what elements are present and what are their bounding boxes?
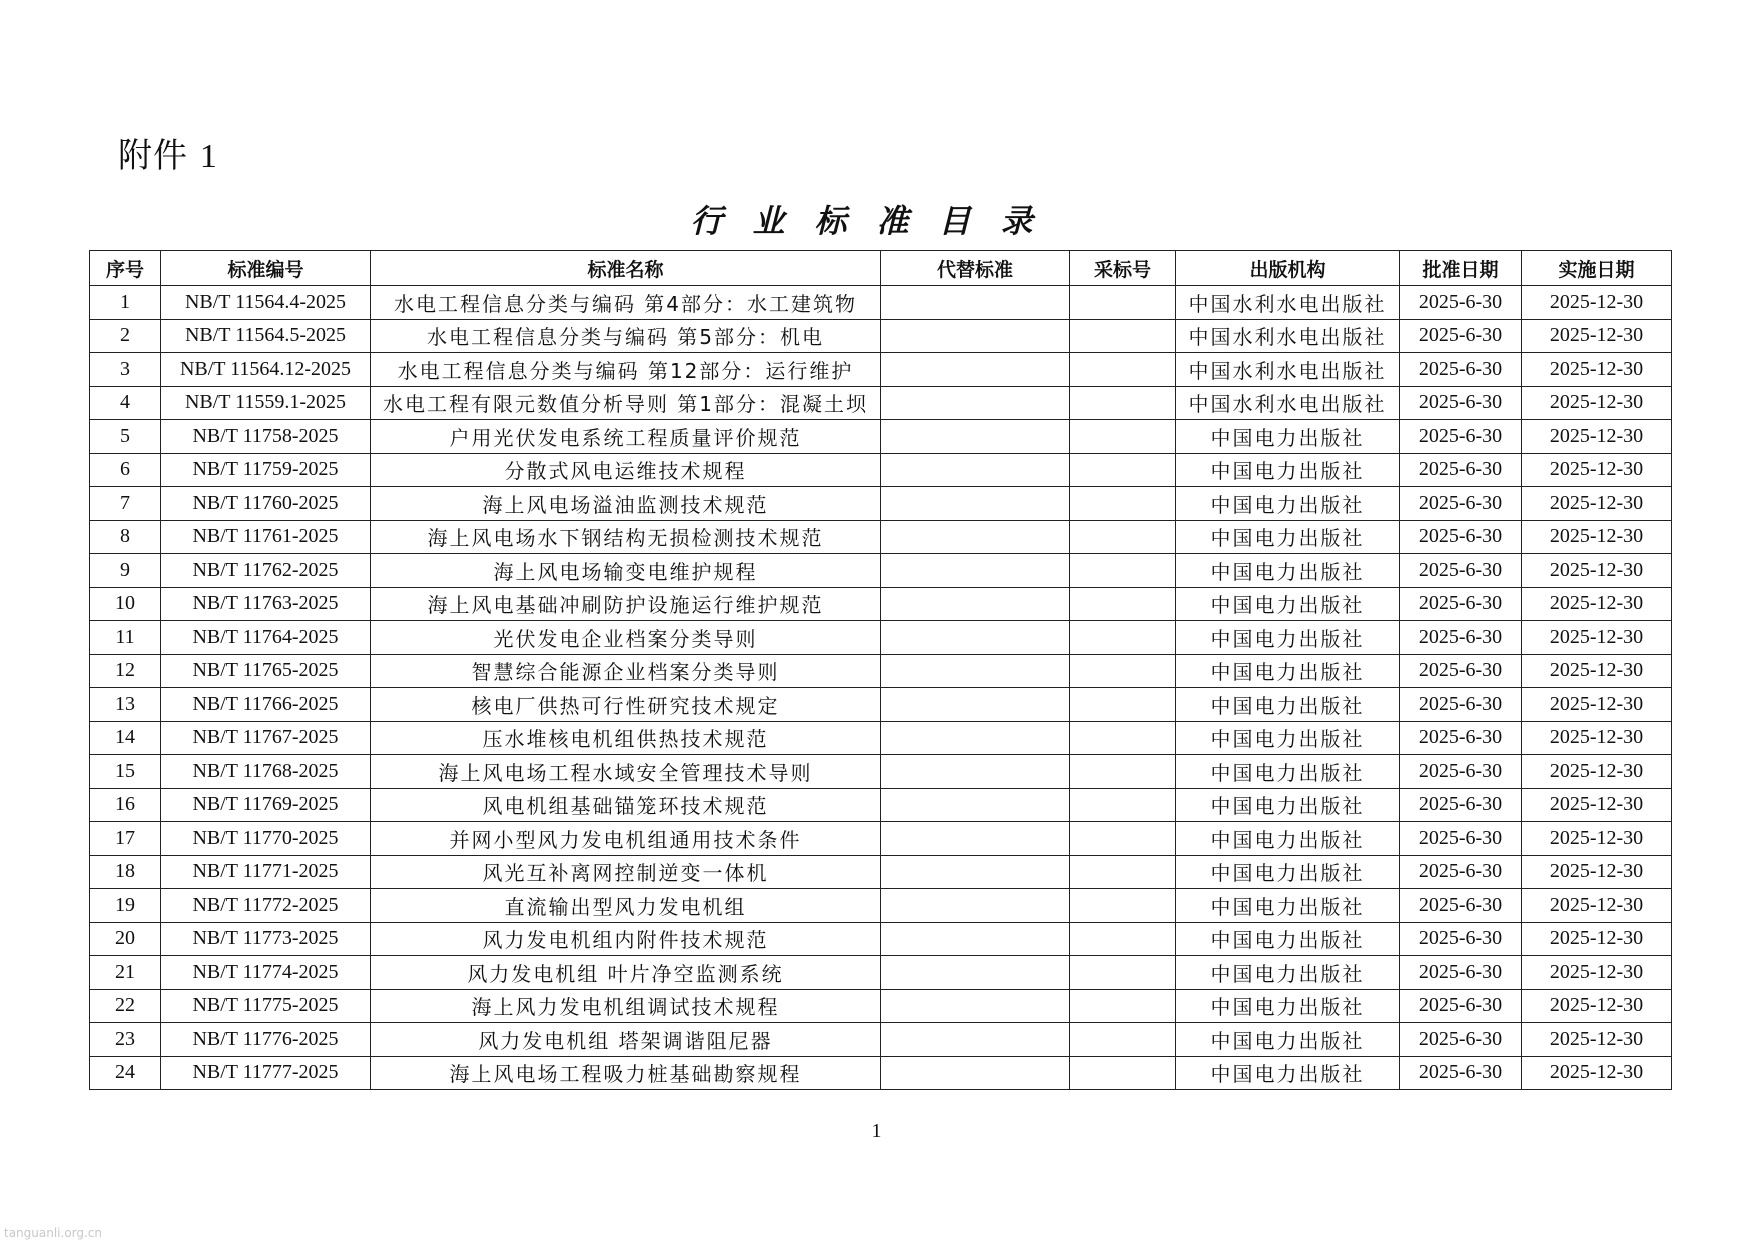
row-replaces: [881, 721, 1070, 755]
row-publisher: 中国电力出版社: [1176, 889, 1400, 923]
row-adopted: [1070, 855, 1176, 889]
row-index: 18: [90, 855, 161, 889]
col-header-replaces: 代替标准: [881, 251, 1070, 286]
row-index: 1: [90, 286, 161, 320]
row-code: NB/T 11559.1-2025: [161, 386, 371, 420]
row-index: 21: [90, 956, 161, 990]
row-publisher: 中国电力出版社: [1176, 788, 1400, 822]
table-row: [90, 922, 1672, 956]
row-code: NB/T 11762-2025: [161, 554, 371, 588]
row-approved-date: 2025-6-30: [1400, 1056, 1522, 1090]
row-approved-date: 2025-6-30: [1400, 688, 1522, 722]
row-replaces: [881, 1056, 1070, 1090]
row-name: 风光互补离网控制逆变一体机: [371, 855, 881, 889]
row-index: 10: [90, 587, 161, 621]
row-effective-date: 2025-12-30: [1522, 788, 1672, 822]
table-row: [90, 788, 1672, 822]
row-replaces: [881, 487, 1070, 521]
row-index: 9: [90, 554, 161, 588]
row-adopted: [1070, 386, 1176, 420]
row-approved-date: 2025-6-30: [1400, 956, 1522, 990]
row-name: 风力发电机组 塔架调谐阻尼器: [371, 1023, 881, 1057]
row-adopted: [1070, 788, 1176, 822]
table-row: [90, 487, 1672, 521]
row-replaces: [881, 520, 1070, 554]
row-effective-date: 2025-12-30: [1522, 520, 1672, 554]
row-index: 12: [90, 654, 161, 688]
row-name: 光伏发电企业档案分类导则: [371, 621, 881, 655]
row-adopted: [1070, 420, 1176, 454]
row-index: 20: [90, 922, 161, 956]
table-row: [90, 621, 1672, 655]
row-publisher: 中国电力出版社: [1176, 755, 1400, 789]
row-code: NB/T 11761-2025: [161, 520, 371, 554]
row-adopted: [1070, 989, 1176, 1023]
row-index: 14: [90, 721, 161, 755]
row-code: NB/T 11564.12-2025: [161, 353, 371, 387]
row-replaces: [881, 922, 1070, 956]
row-adopted: [1070, 453, 1176, 487]
row-effective-date: 2025-12-30: [1522, 989, 1672, 1023]
row-publisher: 中国电力出版社: [1176, 855, 1400, 889]
row-code: NB/T 11758-2025: [161, 420, 371, 454]
row-approved-date: 2025-6-30: [1400, 889, 1522, 923]
row-index: 2: [90, 319, 161, 353]
row-index: 8: [90, 520, 161, 554]
row-approved-date: 2025-6-30: [1400, 721, 1522, 755]
table-row: [90, 587, 1672, 621]
row-code: NB/T 11765-2025: [161, 654, 371, 688]
row-adopted: [1070, 889, 1176, 923]
row-code: NB/T 11774-2025: [161, 956, 371, 990]
col-header-adopted: 采标号: [1070, 251, 1176, 286]
row-code: NB/T 11564.5-2025: [161, 319, 371, 353]
row-replaces: [881, 822, 1070, 856]
row-effective-date: 2025-12-30: [1522, 1056, 1672, 1090]
row-effective-date: 2025-12-30: [1522, 822, 1672, 856]
row-publisher: 中国电力出版社: [1176, 520, 1400, 554]
row-replaces: [881, 755, 1070, 789]
row-adopted: [1070, 755, 1176, 789]
row-index: 16: [90, 788, 161, 822]
row-code: NB/T 11767-2025: [161, 721, 371, 755]
row-approved-date: 2025-6-30: [1400, 587, 1522, 621]
row-publisher: 中国电力出版社: [1176, 688, 1400, 722]
row-approved-date: 2025-6-30: [1400, 453, 1522, 487]
row-name: 海上风电场工程水域安全管理技术导则: [371, 755, 881, 789]
col-header-effective: 实施日期: [1522, 251, 1672, 286]
row-effective-date: 2025-12-30: [1522, 587, 1672, 621]
row-index: 23: [90, 1023, 161, 1057]
row-replaces: [881, 319, 1070, 353]
row-code: NB/T 11777-2025: [161, 1056, 371, 1090]
row-effective-date: 2025-12-30: [1522, 1023, 1672, 1057]
table-row: [90, 721, 1672, 755]
attachment-number: 1: [199, 138, 218, 175]
row-name: 海上风力发电机组调试技术规程: [371, 989, 881, 1023]
table-row: [90, 1056, 1672, 1090]
row-approved-date: 2025-6-30: [1400, 788, 1522, 822]
row-adopted: [1070, 487, 1176, 521]
table-row: [90, 654, 1672, 688]
row-adopted: [1070, 587, 1176, 621]
row-publisher: 中国电力出版社: [1176, 922, 1400, 956]
row-adopted: [1070, 286, 1176, 320]
row-name: 海上风电场水下钢结构无损检测技术规范: [371, 520, 881, 554]
row-publisher: 中国水利水电出版社: [1176, 286, 1400, 320]
row-effective-date: 2025-12-30: [1522, 453, 1672, 487]
row-approved-date: 2025-6-30: [1400, 822, 1522, 856]
table-row: [90, 420, 1672, 454]
row-index: 7: [90, 487, 161, 521]
row-replaces: [881, 989, 1070, 1023]
page-number: 1: [871, 1120, 882, 1142]
row-name: 风电机组基础锚笼环技术规范: [371, 788, 881, 822]
row-effective-date: 2025-12-30: [1522, 386, 1672, 420]
row-replaces: [881, 420, 1070, 454]
row-effective-date: 2025-12-30: [1522, 654, 1672, 688]
row-publisher: 中国水利水电出版社: [1176, 386, 1400, 420]
row-code: NB/T 11760-2025: [161, 487, 371, 521]
row-publisher: 中国电力出版社: [1176, 587, 1400, 621]
row-approved-date: 2025-6-30: [1400, 386, 1522, 420]
row-name: 压水堆核电机组供热技术规范: [371, 721, 881, 755]
row-publisher: 中国水利水电出版社: [1176, 353, 1400, 387]
row-index: 5: [90, 420, 161, 454]
row-effective-date: 2025-12-30: [1522, 721, 1672, 755]
row-replaces: [881, 654, 1070, 688]
col-header-name: 标准名称: [371, 251, 881, 286]
row-effective-date: 2025-12-30: [1522, 487, 1672, 521]
row-approved-date: 2025-6-30: [1400, 1023, 1522, 1057]
row-name: 智慧综合能源企业档案分类导则: [371, 654, 881, 688]
row-replaces: [881, 688, 1070, 722]
row-index: 6: [90, 453, 161, 487]
row-code: NB/T 11763-2025: [161, 587, 371, 621]
col-header-code: 标准编号: [161, 251, 371, 286]
row-name: 水电工程信息分类与编码 第5部分：机电: [371, 319, 881, 353]
row-effective-date: 2025-12-30: [1522, 855, 1672, 889]
row-effective-date: 2025-12-30: [1522, 889, 1672, 923]
table-row: [90, 520, 1672, 554]
table-row: [90, 353, 1672, 387]
row-replaces: [881, 621, 1070, 655]
row-name: 核电厂供热可行性研究技术规定: [371, 688, 881, 722]
row-name: 海上风电场溢油监测技术规范: [371, 487, 881, 521]
col-header-index: 序号: [90, 251, 161, 286]
row-index: 4: [90, 386, 161, 420]
col-header-publisher: 出版机构: [1176, 251, 1400, 286]
document-title: 行业标准目录: [690, 202, 1063, 240]
row-adopted: [1070, 554, 1176, 588]
row-effective-date: 2025-12-30: [1522, 621, 1672, 655]
row-adopted: [1070, 319, 1176, 353]
row-name: 水电工程信息分类与编码 第12部分：运行维护: [371, 353, 881, 387]
row-publisher: 中国水利水电出版社: [1176, 319, 1400, 353]
row-approved-date: 2025-6-30: [1400, 420, 1522, 454]
row-adopted: [1070, 822, 1176, 856]
row-publisher: 中国电力出版社: [1176, 420, 1400, 454]
row-name: 海上风电场输变电维护规程: [371, 554, 881, 588]
row-effective-date: 2025-12-30: [1522, 353, 1672, 387]
row-effective-date: 2025-12-30: [1522, 956, 1672, 990]
table-body: [90, 286, 1672, 1090]
row-publisher: 中国电力出版社: [1176, 822, 1400, 856]
row-adopted: [1070, 956, 1176, 990]
row-name: 水电工程有限元数值分析导则 第1部分：混凝土坝: [371, 386, 881, 420]
row-replaces: [881, 587, 1070, 621]
row-code: NB/T 11772-2025: [161, 889, 371, 923]
table-header-row: [90, 251, 1672, 286]
row-index: 19: [90, 889, 161, 923]
row-index: 3: [90, 353, 161, 387]
row-approved-date: 2025-6-30: [1400, 554, 1522, 588]
row-effective-date: 2025-12-30: [1522, 922, 1672, 956]
row-publisher: 中国电力出版社: [1176, 453, 1400, 487]
row-index: 24: [90, 1056, 161, 1090]
table-row: [90, 889, 1672, 923]
row-replaces: [881, 855, 1070, 889]
row-approved-date: 2025-6-30: [1400, 922, 1522, 956]
row-adopted: [1070, 654, 1176, 688]
row-code: NB/T 11771-2025: [161, 855, 371, 889]
row-index: 15: [90, 755, 161, 789]
row-publisher: 中国电力出版社: [1176, 956, 1400, 990]
table-row: [90, 286, 1672, 320]
row-name: 风力发电机组内附件技术规范: [371, 922, 881, 956]
table-row: [90, 822, 1672, 856]
attachment-label-text: 附件: [118, 136, 188, 176]
row-name: 直流输出型风力发电机组: [371, 889, 881, 923]
row-effective-date: 2025-12-30: [1522, 755, 1672, 789]
row-replaces: [881, 956, 1070, 990]
row-replaces: [881, 286, 1070, 320]
table-row: [90, 688, 1672, 722]
row-replaces: [881, 353, 1070, 387]
col-header-approved: 批准日期: [1400, 251, 1522, 286]
row-adopted: [1070, 1056, 1176, 1090]
table-row: [90, 855, 1672, 889]
row-code: NB/T 11776-2025: [161, 1023, 371, 1057]
row-name: 分散式风电运维技术规程: [371, 453, 881, 487]
row-code: NB/T 11770-2025: [161, 822, 371, 856]
row-publisher: 中国电力出版社: [1176, 989, 1400, 1023]
row-publisher: 中国电力出版社: [1176, 654, 1400, 688]
table-row: [90, 453, 1672, 487]
row-approved-date: 2025-6-30: [1400, 654, 1522, 688]
row-publisher: 中国电力出版社: [1176, 621, 1400, 655]
row-adopted: [1070, 621, 1176, 655]
row-adopted: [1070, 922, 1176, 956]
row-adopted: [1070, 721, 1176, 755]
row-replaces: [881, 889, 1070, 923]
row-approved-date: 2025-6-30: [1400, 487, 1522, 521]
row-publisher: 中国电力出版社: [1176, 1056, 1400, 1090]
row-code: NB/T 11764-2025: [161, 621, 371, 655]
row-index: 13: [90, 688, 161, 722]
row-approved-date: 2025-6-30: [1400, 286, 1522, 320]
standards-table: [89, 250, 1672, 1090]
row-adopted: [1070, 520, 1176, 554]
table-row: [90, 1023, 1672, 1057]
row-effective-date: 2025-12-30: [1522, 420, 1672, 454]
row-name: 并网小型风力发电机组通用技术条件: [371, 822, 881, 856]
row-effective-date: 2025-12-30: [1522, 688, 1672, 722]
row-code: NB/T 11773-2025: [161, 922, 371, 956]
row-adopted: [1070, 688, 1176, 722]
row-index: 11: [90, 621, 161, 655]
row-code: NB/T 11766-2025: [161, 688, 371, 722]
row-approved-date: 2025-6-30: [1400, 520, 1522, 554]
attachment-label: [118, 128, 218, 177]
row-code: NB/T 11775-2025: [161, 989, 371, 1023]
row-code: NB/T 11759-2025: [161, 453, 371, 487]
row-replaces: [881, 788, 1070, 822]
row-code: NB/T 11564.4-2025: [161, 286, 371, 320]
row-effective-date: 2025-12-30: [1522, 554, 1672, 588]
row-replaces: [881, 554, 1070, 588]
row-name: 水电工程信息分类与编码 第4部分：水工建筑物: [371, 286, 881, 320]
row-approved-date: 2025-6-30: [1400, 755, 1522, 789]
row-name: 风力发电机组 叶片净空监测系统: [371, 956, 881, 990]
row-publisher: 中国电力出版社: [1176, 554, 1400, 588]
row-approved-date: 2025-6-30: [1400, 989, 1522, 1023]
row-name: 海上风电场工程吸力桩基础勘察规程: [371, 1056, 881, 1090]
row-effective-date: 2025-12-30: [1522, 319, 1672, 353]
table-row: [90, 554, 1672, 588]
row-replaces: [881, 386, 1070, 420]
row-name: 户用光伏发电系统工程质量评价规范: [371, 420, 881, 454]
row-publisher: 中国电力出版社: [1176, 721, 1400, 755]
table-row: [90, 755, 1672, 789]
row-approved-date: 2025-6-30: [1400, 855, 1522, 889]
table-row: [90, 386, 1672, 420]
row-name: 海上风电基础冲刷防护设施运行维护规范: [371, 587, 881, 621]
row-index: 17: [90, 822, 161, 856]
row-approved-date: 2025-6-30: [1400, 621, 1522, 655]
row-adopted: [1070, 353, 1176, 387]
row-publisher: 中国电力出版社: [1176, 487, 1400, 521]
row-publisher: 中国电力出版社: [1176, 1023, 1400, 1057]
row-approved-date: 2025-6-30: [1400, 353, 1522, 387]
watermark: tanguanli.org.cn: [4, 1226, 103, 1240]
row-effective-date: 2025-12-30: [1522, 286, 1672, 320]
table-row: [90, 956, 1672, 990]
row-approved-date: 2025-6-30: [1400, 319, 1522, 353]
table-row: [90, 319, 1672, 353]
row-adopted: [1070, 1023, 1176, 1057]
row-code: NB/T 11769-2025: [161, 788, 371, 822]
row-code: NB/T 11768-2025: [161, 755, 371, 789]
table-row: [90, 989, 1672, 1023]
row-index: 22: [90, 989, 161, 1023]
row-replaces: [881, 1023, 1070, 1057]
row-replaces: [881, 453, 1070, 487]
